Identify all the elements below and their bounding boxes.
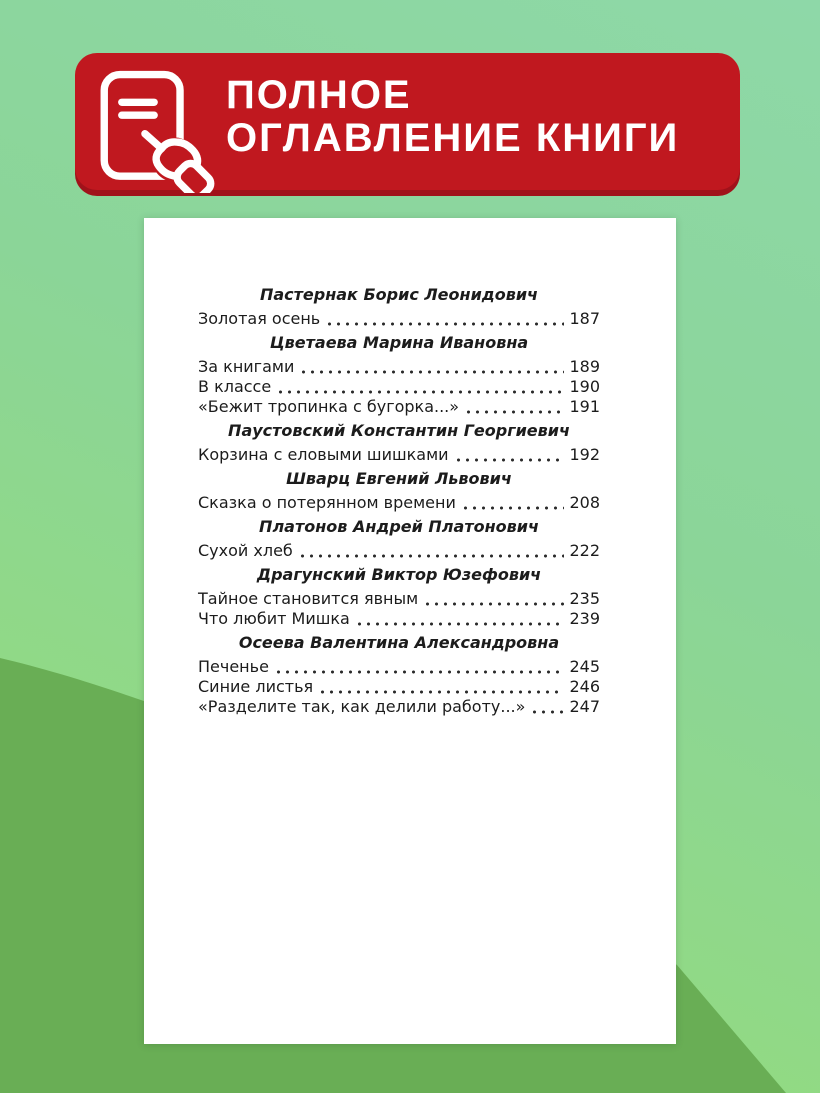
author-heading: Цветаева Марина Ивановна: [269, 333, 529, 352]
entry-page-number: 239: [569, 609, 600, 628]
entry-page-number: 187: [569, 309, 600, 328]
toc-section: [198, 517, 600, 561]
dot-leader: [318, 683, 564, 697]
banner-title-line2: ОГЛАВЛЕНИЕ КНИГИ: [226, 116, 680, 160]
dot-leader: [274, 663, 565, 677]
dot-leader: [355, 615, 565, 629]
entry-title: «Разделите так, как делили работу...»: [198, 697, 526, 716]
entry-title: Что любит Мишка: [198, 609, 350, 628]
entry-page-number: 247: [569, 697, 600, 716]
toc-entry: [198, 677, 600, 697]
author-heading: Платонов Андрей Платонович: [259, 517, 539, 536]
author-heading: Драгунский Виктор Юзефович: [256, 565, 542, 584]
dot-leader: [325, 315, 564, 329]
entry-title: Печенье: [198, 657, 269, 676]
toc-section: [198, 633, 600, 717]
toc-entry: [198, 697, 600, 717]
toc-section: [198, 565, 600, 629]
entry-title: В классе: [198, 377, 272, 396]
dot-leader: [461, 499, 565, 513]
dot-leader: [299, 363, 564, 377]
author-heading: Пастернак Борис Леонидович: [259, 285, 539, 304]
toc-section: [198, 333, 600, 417]
author-heading: Осеева Валентина Александровна: [238, 633, 560, 652]
entry-page-number: 222: [569, 541, 600, 560]
author-heading: Шварц Евгений Львович: [286, 469, 512, 488]
toc-entry: [198, 309, 600, 329]
entry-title: Тайное становится явным: [198, 589, 419, 608]
entry-title: «Бежит тропинка с бугорка...»: [198, 397, 460, 416]
entry-title: Сказка о потерянном времени: [198, 493, 456, 512]
banner-title-line1: ПОЛНОЕ: [226, 73, 412, 117]
entry-title: Корзина с еловыми шишками: [198, 445, 449, 464]
banner: [75, 53, 740, 190]
entry-page-number: 208: [569, 493, 600, 512]
toc-entry: [198, 357, 600, 377]
dot-leader: [423, 595, 564, 609]
toc-entry: [198, 377, 600, 397]
dot-leader: [298, 547, 565, 561]
toc-entry: [198, 397, 600, 417]
entry-page-number: 191: [569, 397, 600, 416]
entry-title: За книгами: [198, 357, 295, 376]
dot-leader: [276, 383, 564, 397]
book-in-hand-icon: [95, 67, 217, 193]
banner-title: [226, 74, 679, 160]
toc-entry: [198, 541, 600, 561]
toc-page: [144, 218, 676, 1044]
entry-page-number: 235: [569, 589, 600, 608]
dot-leader: [454, 451, 565, 465]
entry-title: Сухой хлеб: [198, 541, 293, 560]
toc-section: [198, 469, 600, 513]
toc-entry: [198, 609, 600, 629]
toc-section: [198, 421, 600, 465]
entry-page-number: 245: [569, 657, 600, 676]
entry-page-number: 192: [569, 445, 600, 464]
toc-entry: [198, 657, 600, 677]
dot-leader: [530, 703, 564, 717]
entry-title: Синие листья: [198, 677, 314, 696]
toc-entry: [198, 589, 600, 609]
entry-title: Золотая осень: [198, 309, 321, 328]
entry-page-number: 246: [569, 677, 600, 696]
toc-entry: [198, 493, 600, 513]
toc-section: [198, 285, 600, 329]
entry-page-number: 189: [569, 357, 600, 376]
dot-leader: [464, 403, 564, 417]
author-heading: Паустовский Константин Георгиевич: [228, 421, 570, 440]
toc-entry: [198, 445, 600, 465]
entry-page-number: 190: [569, 377, 600, 396]
